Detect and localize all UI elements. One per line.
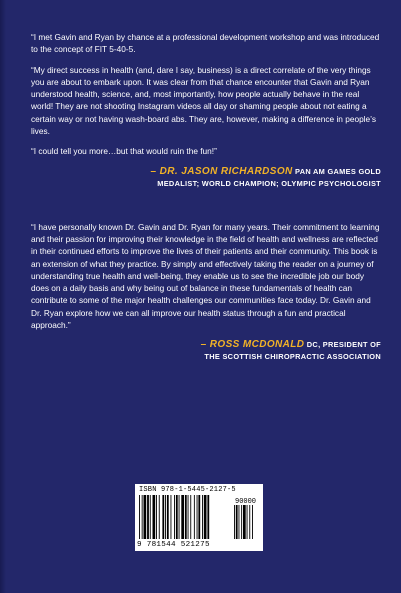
attribution-2-name: – ROSS MCDONALD [200,339,305,351]
isbn-text: ISBN 978-1-5445-2127-5 [139,486,236,494]
attribution-1-role-2: MEDALIST; WORLD CHAMPION; OLYMPIC PSYCHOLOGIST [157,178,381,188]
attribution-2-role-2: THE SCOTTISH CHIROPRACTIC ASSOCIATION [204,352,381,362]
attribution-1-role-1: PAN AM GAMES GOLD [295,166,381,176]
back-cover-content [31,31,381,363]
attribution-1 [31,166,381,190]
isbn-barcode [135,484,263,551]
quote-2-paragraph-1: “I have personally known Dr. Gavin and Dr. Ryan for many years. Their commitment to learning and their passion for improving their knowledge in the field of health and wellness are reflected in their continued efforts to improve the lives of their patients and their community. This book is an extension of what they practice. By simply and effectively taking the reader on a journey of understanding true health and well-being, they enable us to see the incredible job our body does on a daily basis and why being out of balance in these fundamentals of health can contribute to some of the major health challenges our communities face today. Dr. Gavin and Dr. Ryan explore how we can all improve our health status through a fun and practical approach.” [31,221,380,331]
quote-1-paragraph-2: “My direct success in health (and, dare I say, business) is a direct correlate of the very things you are about to embark upon. It was clear from that chance encounter that Gavin and Ryan understood health, science, and, most importantly, how people actually behave in the real world! They are not shooting Instagram videos all day or shaming people about not eating a certain way or not having wash-board abs. They are, however, making a difference in people’s lives. [31,64,376,137]
attribution-1-name: – DR. JASON RICHARDSON [150,165,293,177]
attribution-2-role-1: DC, PRESIDENT OF [306,340,381,350]
attribution-2 [31,339,381,363]
barcode-addon-digits: 90000 [235,498,257,506]
quote-1-paragraph-1: “I met Gavin and Ryan by chance at a professional development workshop and was introduced to the concept of FIT 5-40-5. [31,32,380,55]
barcode-bars [138,495,260,541]
quote-1-paragraph-3: “I could tell you more…but that would ruin the fun!” [31,146,217,157]
spine-shadow [0,0,6,593]
barcode-digits: 9 781544 521275 [137,541,210,549]
